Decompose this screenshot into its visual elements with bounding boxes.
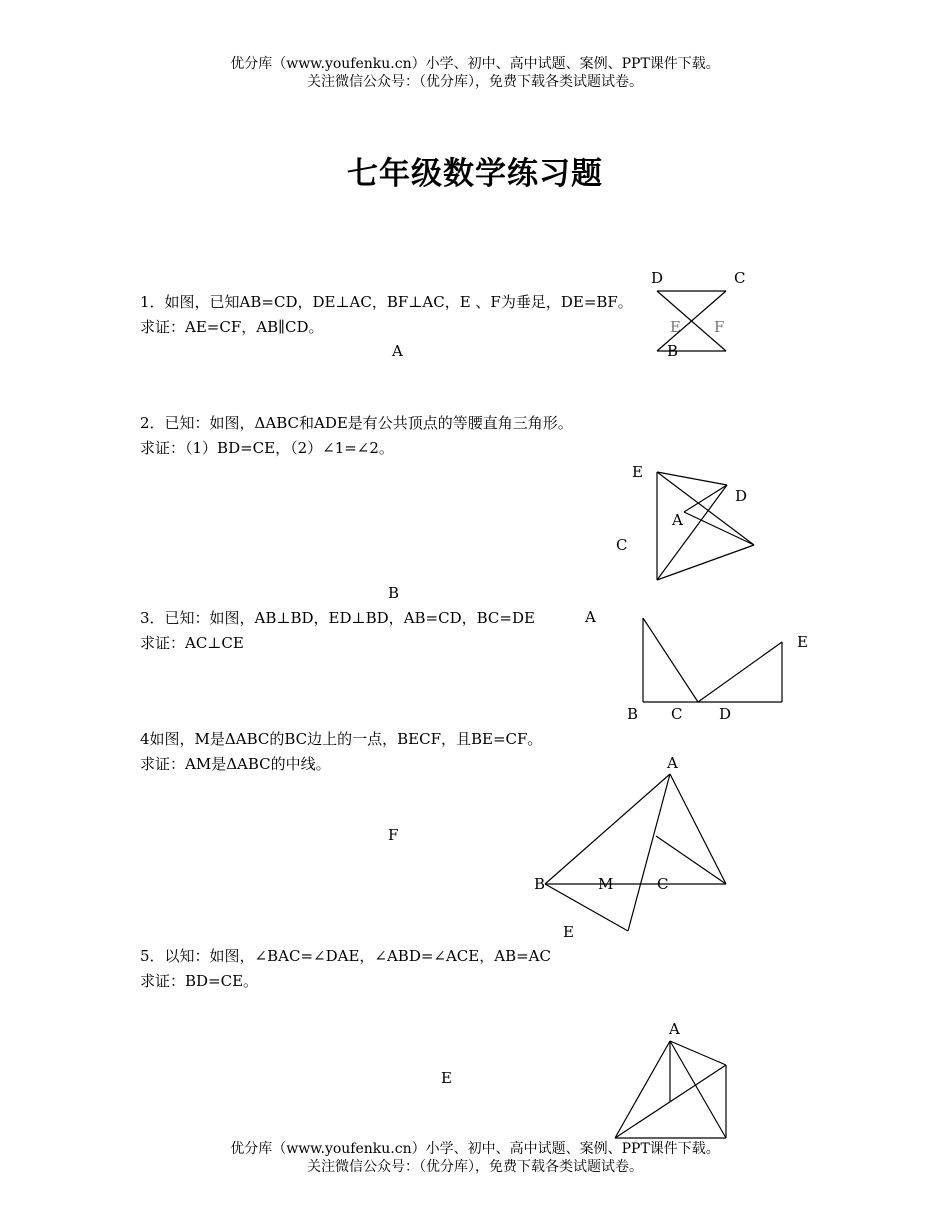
problem-3-goal: 求证：AC⊥CE bbox=[140, 634, 244, 652]
fig4-label-b: B bbox=[534, 875, 546, 893]
problem-4-statement: 4如图，M是ΔABC的BC边上的一点，BECF，且BE=CF。 bbox=[140, 730, 543, 748]
fig1-label-c: C bbox=[734, 269, 746, 287]
fig5-label-a: A bbox=[669, 1020, 680, 1038]
fig2-label-d: D bbox=[735, 487, 748, 505]
fig4-label-c: C bbox=[657, 875, 669, 893]
problem-1-stray-label: A bbox=[392, 342, 403, 360]
fig2-label-c: C bbox=[616, 536, 628, 554]
fig2-label-e: E bbox=[632, 463, 643, 481]
problem-2-goal: 求证：（1）BD=CE，（2）∠1=∠2。 bbox=[140, 439, 394, 457]
fig3-label-c: C bbox=[671, 705, 683, 723]
problem-1-goal: 求证：AE=CF，AB∥CD。 bbox=[140, 318, 324, 336]
header-line-1: 优分库（www.youfenku.cn）小学、初中、高中试题、案例、PPT课件下载。 bbox=[230, 56, 720, 72]
figure-2-diagram bbox=[657, 472, 754, 580]
footer-line-2: 关注微信公众号：（优分库），免费下载各类试题试卷。 bbox=[307, 1159, 643, 1175]
problem-2-stray-label: B bbox=[388, 584, 400, 602]
fig1-label-f: F bbox=[714, 318, 725, 336]
fig3-label-a: A bbox=[585, 608, 596, 626]
page-title: 七年级数学练习题 bbox=[347, 156, 603, 192]
header-line-2: 关注微信公众号：（优分库），免费下载各类试题试卷。 bbox=[307, 74, 643, 90]
problem-5-stray-label: E bbox=[441, 1069, 452, 1087]
problem-3-statement: 3．已知：如图，AB⊥BD，ED⊥BD，AB=CD，BC=DE bbox=[140, 609, 535, 627]
problem-5-statement: 5．以知：如图，∠BAC=∠DAE，∠ABD=∠ACE，AB=AC bbox=[140, 947, 551, 965]
fig4-label-m: M bbox=[598, 875, 614, 893]
fig2-label-a: A bbox=[672, 511, 683, 529]
figure-5-diagram bbox=[615, 1041, 726, 1138]
fig1-label-e: E bbox=[670, 318, 681, 336]
problem-4-stray-label: F bbox=[388, 826, 399, 844]
figure-3-diagram bbox=[643, 618, 782, 702]
figure-1-diagram bbox=[657, 291, 726, 351]
problem-1-statement: 1．如图，已知AB=CD，DE⊥AC，BF⊥AC，E 、F为垂足，DE=BF。 bbox=[140, 293, 633, 311]
fig3-label-d: D bbox=[719, 705, 732, 723]
fig4-label-e: E bbox=[563, 923, 574, 941]
figure-4-diagram bbox=[545, 774, 726, 931]
problem-2-statement: 2．已知：如图，ΔABC和ADE是有公共顶点的等腰直角三角形。 bbox=[140, 414, 573, 432]
fig1-label-d: D bbox=[651, 269, 664, 287]
problem-4-goal: 求证：AM是ΔABC的中线。 bbox=[140, 755, 331, 773]
fig3-label-e: E bbox=[797, 633, 808, 651]
fig4-label-a: A bbox=[667, 754, 678, 772]
footer-line-1: 优分库（www.youfenku.cn）小学、初中、高中试题、案例、PPT课件下载。 bbox=[230, 1141, 720, 1157]
fig3-label-b: B bbox=[627, 705, 639, 723]
fig1-label-b: B bbox=[667, 342, 679, 360]
problem-5-goal: 求证：BD=CE。 bbox=[140, 972, 259, 990]
